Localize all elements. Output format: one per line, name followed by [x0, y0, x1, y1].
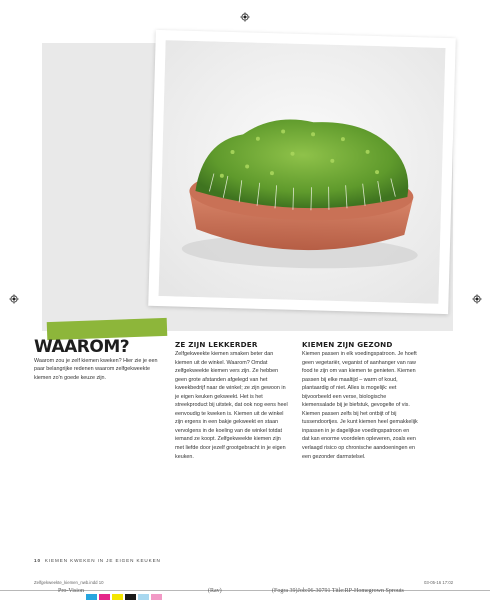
color-swatch-4: [138, 594, 149, 600]
color-swatch-1: [99, 594, 110, 600]
registration-mark-top: [240, 12, 250, 22]
column-2-body: Kiemen passen in elk voedingspatroon. Je hoeft geen vegetariër, veganist of aanhanger van raw food te zijn om van kiemen te genieten. Kiemen passen bij elke maaltijd – warm of koud, plantaardig of niet. Alles is mogelijk: eet bijvoorbeeld een verse, biologische kiemensalade bij je biefstuk, gevogelte of vis. Kiemen passen zelfs bij het ontbijt of bij tussendoortjes. Je kunt kiemen heel gemakkelijk inpassen in je dagelijkse voedingspatroon en dat kan enorme voordelen opleveren, zoals een verlaagd risico op chronische aandoeningen en een gezonder darmstelsel.: [302, 351, 418, 460]
color-bar: [86, 594, 162, 600]
color-swatch-2: [112, 594, 123, 600]
proof-rav-label: (Rav): [208, 588, 222, 594]
intro-text: Waarom zou je zelf kiemen kweken? Hier zie je een paar belangrijke redenen waarom zelfgekweekte kiemen zo'n goede keuze zijn.: [34, 358, 158, 381]
page-title: WAAROM?: [34, 337, 130, 357]
color-swatch-5: [151, 594, 162, 600]
color-swatch-0: [86, 594, 97, 600]
registration-mark-right: [472, 294, 482, 304]
sprouts-in-clay-dish-illustration: [158, 40, 445, 304]
sprouts-photo: [148, 30, 456, 314]
column-1-heading: ZE ZIJN LEKKERDER: [175, 340, 258, 349]
registration-mark-left: [9, 294, 19, 304]
column-2-heading: KIEMEN ZIJN GEZOND: [302, 340, 393, 349]
page-number: 10: [34, 558, 41, 563]
color-swatch-3: [125, 594, 136, 600]
column-1-body: Zelfgekweekte kiemen smaken beter dan kiemen uit de winkel. Waarom? Omdat zelfgekweekte kiemen vers zijn. Ze hebben geen grote afstanden afgelegd van het kweekbedrijf naar de winkel; ze zijn gewoon in je eigen keuken gekweekt. Het is het streekproduct bij uitstek, dat ook nog eens heel eenvoudig te kweken is. Kiemen uit de winkel zijn ergens in een bakje gekweekt en staan vervolgens in de koeling van de winkel totdat iemand ze koopt. Zelfgekweekte kiemen zijn met liefde door jezelf grootgebracht in je eigen keuken.: [175, 351, 288, 460]
footer-running-title: KIEMEN KWEKEN IN JE EIGEN KEUKEN: [44, 558, 161, 563]
slug-date: 03-05-16 17:02: [424, 580, 454, 585]
proof-job-info: (Fogra 39)Job:06-30791 Title:RP-Homegrown Sprouts: [272, 588, 404, 594]
slug-file-name: Zelfgekweekte_kiemen_nwb.indd 10: [34, 580, 104, 585]
proof-system-label: Pro-Vision: [58, 588, 84, 594]
page-footer: [34, 558, 161, 563]
